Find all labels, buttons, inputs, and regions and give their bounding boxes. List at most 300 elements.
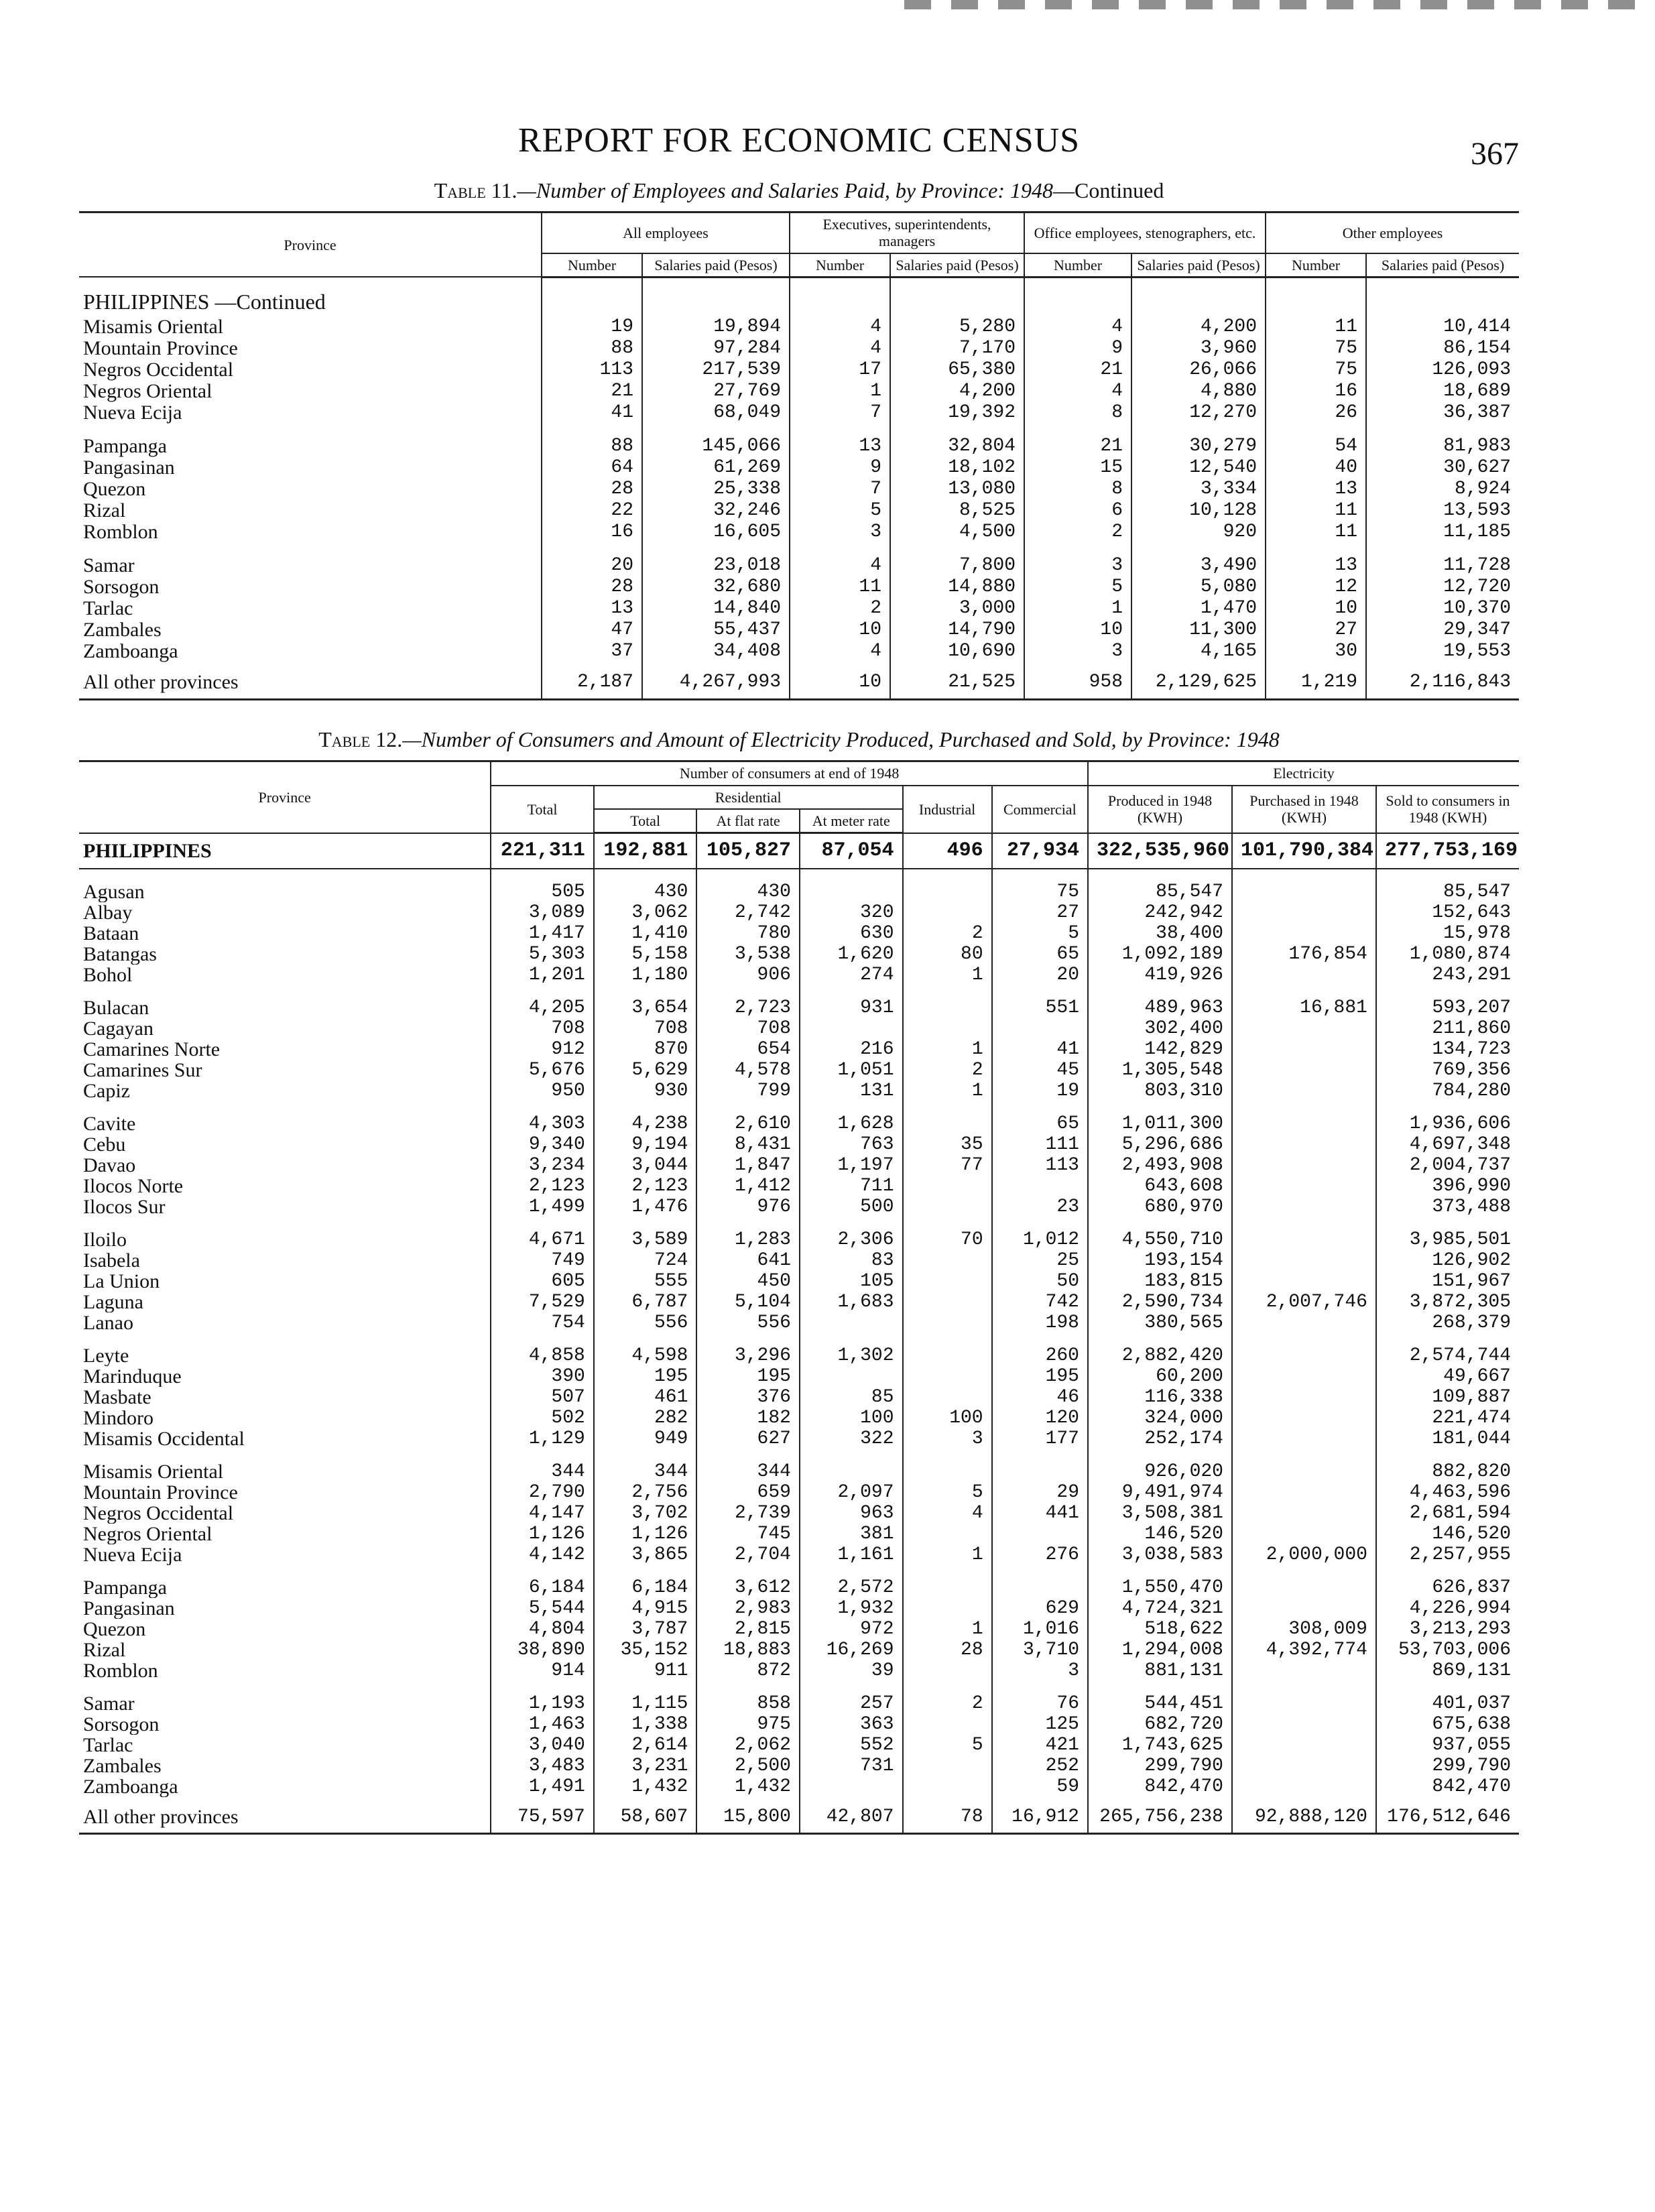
cell-value: 1,080,874 [1376, 944, 1519, 965]
cell-value: 2,000,000 [1232, 1544, 1376, 1565]
cell-value: 2,493,908 [1088, 1155, 1232, 1176]
cell-value: 4,463,596 [1376, 1482, 1519, 1503]
province-name: Mountain Province [83, 338, 238, 360]
cell-value: 146,520 [1376, 1524, 1519, 1544]
cell-value [992, 1524, 1088, 1544]
cell-value: 70 [903, 1217, 992, 1250]
cell-value: 21,525 [890, 662, 1024, 700]
cell-value: 6,184 [491, 1565, 594, 1598]
cell-value [1232, 1565, 1376, 1598]
province-name: Bulacan [83, 997, 149, 1019]
cell-value: 1,201 [491, 965, 594, 985]
residential-group-header: Residential [594, 786, 903, 809]
cell-value [1232, 1714, 1376, 1735]
cell-value: 4,238 [594, 1101, 697, 1134]
cell-value: 77 [903, 1155, 992, 1176]
province-name: Iloilo [83, 1229, 127, 1251]
cell-value: 1,016 [992, 1619, 1088, 1640]
cell-value: 605 [491, 1271, 594, 1292]
cell-value [903, 1756, 992, 1776]
col-number-header: Number [1266, 253, 1366, 278]
cell-value: 930 [594, 1081, 697, 1101]
province-name: Cebu [83, 1134, 126, 1156]
cell-value [1232, 1134, 1376, 1155]
table12 [79, 760, 1519, 1835]
cell-value: 3,234 [491, 1155, 594, 1176]
cell-value: 754 [491, 1312, 594, 1333]
cell-value: 9 [1024, 338, 1131, 359]
province-name: Leyte [83, 1345, 129, 1367]
cell-value: 38,400 [1088, 923, 1232, 944]
cell-value [992, 1018, 1088, 1039]
cell-value: 32,804 [890, 424, 1024, 457]
cell-value: 37 [542, 641, 642, 662]
table11-group-header: All employees [542, 212, 790, 253]
cell-value: 17 [790, 359, 890, 381]
cell-value: 8 [1024, 479, 1131, 500]
cell-value: 4,598 [594, 1333, 697, 1366]
cell-value: 629 [992, 1598, 1088, 1619]
cell-value [1232, 1428, 1376, 1449]
cell-value: 2,983 [696, 1598, 800, 1619]
cell-value: 419,926 [1088, 965, 1232, 985]
cell-value: 2 [903, 1060, 992, 1081]
province-name: Lanao [83, 1312, 133, 1334]
table-row [79, 1482, 1519, 1503]
cell-value: 3,000 [890, 598, 1024, 619]
cell-value: 12 [1266, 576, 1366, 598]
cell-value: 4,200 [1131, 316, 1266, 338]
cell-value: 502 [491, 1408, 594, 1428]
cell-value: 711 [800, 1176, 903, 1196]
table11-group-header: Executives, superintendents, managers [790, 212, 1024, 253]
cell-value: 10 [1266, 598, 1366, 619]
cell-value: 373,488 [1376, 1196, 1519, 1217]
cell-value: 3,872,305 [1376, 1292, 1519, 1312]
cell-value: 3,654 [594, 985, 697, 1018]
cell-value: 13,593 [1366, 500, 1519, 521]
cell-value: 963 [800, 1503, 903, 1524]
cell-value: 1,550,470 [1088, 1565, 1232, 1598]
cell-value: 25,338 [642, 479, 790, 500]
cell-value: 217,539 [642, 359, 790, 381]
cell-value: 221,474 [1376, 1408, 1519, 1428]
cell-value: 195 [696, 1366, 800, 1387]
cell-value: 461 [594, 1387, 697, 1408]
cell-value: 682,720 [1088, 1714, 1232, 1735]
cell-value [800, 1366, 903, 1387]
cell-value: 4,303 [491, 1101, 594, 1134]
cell-value: 4 [903, 1503, 992, 1524]
table-row [79, 1756, 1519, 1776]
cell-value: 126,902 [1376, 1250, 1519, 1271]
cell-value: 3 [790, 521, 890, 543]
cell-value: 4 [790, 338, 890, 359]
cell-value: 65 [992, 1101, 1088, 1134]
province-name: Laguna [83, 1292, 143, 1313]
cell-value: 10 [1024, 619, 1131, 641]
cell-value [1232, 1312, 1376, 1333]
cell-value: 75,597 [491, 1797, 594, 1834]
table-row [79, 965, 1519, 985]
cell-value: 544,451 [1088, 1681, 1232, 1714]
cell-value: 322,535,960 [1088, 833, 1232, 869]
table-row [79, 1312, 1519, 1333]
province-name: Nueva Ecija [83, 402, 182, 424]
cell-value: 242,942 [1088, 902, 1232, 923]
col-number-header: Number [1024, 253, 1131, 278]
cell-value: 7,529 [491, 1292, 594, 1312]
cell-value: 3,589 [594, 1217, 697, 1250]
cell-value: 376 [696, 1387, 800, 1408]
cell-value: 59 [992, 1776, 1088, 1797]
cell-value: 2,610 [696, 1101, 800, 1134]
cell-value: 27,769 [642, 381, 790, 402]
cell-value: 92,888,120 [1232, 1797, 1376, 1834]
cell-value: 41 [542, 402, 642, 424]
cell-value: 1,491 [491, 1776, 594, 1797]
cell-value: 556 [696, 1312, 800, 1333]
cell-value: 641 [696, 1250, 800, 1271]
cell-value: 268,379 [1376, 1312, 1519, 1333]
cell-value [1232, 1271, 1376, 1292]
cell-value: 113 [542, 359, 642, 381]
cell-value: 4 [790, 641, 890, 662]
col-flat-rate-header: At flat rate [696, 809, 800, 833]
province-name: Misamis Occidental [83, 1428, 245, 1450]
cell-value: 870 [594, 1039, 697, 1060]
province-name: Bohol [83, 965, 133, 986]
cell-value: 29,347 [1366, 619, 1519, 641]
province-name: Samar [83, 1693, 135, 1715]
cell-value: 55,437 [642, 619, 790, 641]
cell-value: 1,683 [800, 1292, 903, 1312]
cell-value: 277,753,169 [1376, 833, 1519, 869]
cell-value: 126,093 [1366, 359, 1519, 381]
cell-value: 3,089 [491, 902, 594, 923]
cell-value: 2,882,420 [1088, 1333, 1232, 1366]
cell-value: 10,128 [1131, 500, 1266, 521]
cell-value: 344 [696, 1449, 800, 1482]
cell-value: 1 [1024, 598, 1131, 619]
cell-value: 842,470 [1376, 1776, 1519, 1797]
cell-value: 724 [594, 1250, 697, 1271]
cell-value: 430 [696, 869, 800, 902]
cell-value: 2,257,955 [1376, 1544, 1519, 1565]
cell-value: 344 [491, 1449, 594, 1482]
cell-value: 20 [542, 543, 642, 576]
col-sold-header: Sold to consumers in 1948 (KWH) [1376, 786, 1519, 833]
cell-value: 97,284 [642, 338, 790, 359]
cell-value [1232, 1449, 1376, 1482]
cell-value: 27 [1266, 619, 1366, 641]
cell-value: 120 [992, 1408, 1088, 1428]
table-row [79, 1503, 1519, 1524]
cell-value: 10 [790, 619, 890, 641]
table12-body [79, 833, 1519, 1834]
cell-value: 2 [903, 1681, 992, 1714]
cell-value: 1 [903, 1081, 992, 1101]
consumers-group-header: Number of consumers at end of 1948 [491, 761, 1088, 786]
cell-value: 1 [903, 965, 992, 985]
cell-value: 872 [696, 1660, 800, 1681]
cell-value: 3 [1024, 543, 1131, 576]
table-row [79, 457, 1519, 479]
cell-value: 75 [992, 869, 1088, 902]
province-name: Rizal [83, 1640, 126, 1661]
cell-value: 324,000 [1088, 1408, 1232, 1428]
table11-body [79, 277, 1519, 700]
cell-value: 28 [542, 479, 642, 500]
cell-value: 10,690 [890, 641, 1024, 662]
cell-value: 3,213,293 [1376, 1619, 1519, 1640]
cell-value: 2,574,744 [1376, 1333, 1519, 1366]
province-name: Romblon [83, 521, 158, 544]
cell-value: 937,055 [1376, 1735, 1519, 1756]
cell-value: 41 [992, 1039, 1088, 1060]
cell-value: 5,676 [491, 1060, 594, 1081]
cell-value: 21 [1024, 424, 1131, 457]
cell-value: 182 [696, 1408, 800, 1428]
cell-value: 1,432 [594, 1776, 697, 1797]
electricity-group-header: Electricity [1088, 761, 1519, 786]
cell-value [903, 1018, 992, 1039]
province-name: Camarines Sur [83, 1060, 202, 1081]
cell-value: 81,983 [1366, 424, 1519, 457]
table11-province-header: Province [79, 212, 542, 278]
col-salaries-header: Salaries paid (Pesos) [890, 253, 1024, 278]
province-name: Albay [83, 902, 133, 924]
cell-value: 11 [1266, 521, 1366, 543]
cell-value: 14,790 [890, 619, 1024, 641]
cell-value [1232, 1060, 1376, 1081]
cell-value: 15,978 [1376, 923, 1519, 944]
cell-value: 176,512,646 [1376, 1797, 1519, 1834]
cell-value: 14,840 [642, 598, 790, 619]
cell-value: 12,720 [1366, 576, 1519, 598]
cell-value [1232, 1333, 1376, 1366]
cell-value: 659 [696, 1482, 800, 1503]
cell-value: 111 [992, 1134, 1088, 1155]
cell-value: 1,012 [992, 1217, 1088, 1250]
table-row [79, 923, 1519, 944]
col-meter-rate-header: At meter rate [800, 809, 903, 833]
cell-value: 26,066 [1131, 359, 1266, 381]
cell-value: 19,392 [890, 402, 1024, 424]
cell-value: 1 [903, 1544, 992, 1565]
cell-value: 198 [992, 1312, 1088, 1333]
cell-value: 926,020 [1088, 1449, 1232, 1482]
cell-value: 27,934 [992, 833, 1088, 869]
cell-value [1232, 1408, 1376, 1428]
cell-value: 3,231 [594, 1756, 697, 1776]
province-name: Cagayan [83, 1018, 154, 1040]
cell-value: 3,538 [696, 944, 800, 965]
cell-value: 2,704 [696, 1544, 800, 1565]
table-row [79, 1714, 1519, 1735]
cell-value: 450 [696, 1271, 800, 1292]
cell-value: 4,226,994 [1376, 1598, 1519, 1619]
cell-value: 101,790,384 [1232, 833, 1376, 869]
cell-value: 32,680 [642, 576, 790, 598]
cell-value: 88 [542, 338, 642, 359]
cell-value: 87,054 [800, 833, 903, 869]
cell-value: 4,915 [594, 1598, 697, 1619]
cell-value: 551 [992, 985, 1088, 1018]
cell-value: 12,540 [1131, 457, 1266, 479]
cell-value: 5 [903, 1735, 992, 1756]
cell-value [1232, 902, 1376, 923]
province-name: Negros Oriental [83, 381, 212, 403]
cell-value: 3 [1024, 641, 1131, 662]
cell-value: 276 [992, 1544, 1088, 1565]
table11-group-header: Other employees [1266, 212, 1519, 253]
cell-value: 5 [903, 1482, 992, 1503]
cell-value: 1,011,300 [1088, 1101, 1232, 1134]
cell-value: 18,689 [1366, 381, 1519, 402]
cell-value: 257 [800, 1681, 903, 1714]
cell-value: 16 [542, 521, 642, 543]
table-row [79, 1640, 1519, 1660]
table-row [79, 1250, 1519, 1271]
cell-value: 4,671 [491, 1217, 594, 1250]
cell-value: 2,129,625 [1131, 662, 1266, 700]
running-title: REPORT FOR ECONOMIC CENSUS [517, 121, 1081, 160]
cell-value: 1 [790, 381, 890, 402]
table-row [79, 543, 1519, 576]
cell-value: 1,499 [491, 1196, 594, 1217]
cell-value: 2,739 [696, 1503, 800, 1524]
cell-value [1232, 1660, 1376, 1681]
cell-value [1232, 1524, 1376, 1544]
cell-value: 27 [992, 902, 1088, 923]
cell-value: 5 [992, 923, 1088, 944]
cell-value: 5,544 [491, 1598, 594, 1619]
cell-value: 65,380 [890, 359, 1024, 381]
cell-value: 556 [594, 1312, 697, 1333]
cell-value: 4,165 [1131, 641, 1266, 662]
cell-value: 152,643 [1376, 902, 1519, 923]
cell-value: 113 [992, 1155, 1088, 1176]
cell-value: 100 [903, 1408, 992, 1428]
cell-value [903, 1598, 992, 1619]
cell-value: 14,880 [890, 576, 1024, 598]
cell-value: 25 [992, 1250, 1088, 1271]
cell-value: 3,702 [594, 1503, 697, 1524]
cell-value: 265,756,238 [1088, 1797, 1232, 1834]
cell-value: 381 [800, 1524, 903, 1544]
cell-value: 2 [1024, 521, 1131, 543]
province-name: Pampanga [83, 435, 167, 458]
cell-value: 3,960 [1131, 338, 1266, 359]
province-name: Bataan [83, 923, 139, 944]
cell-value: 42,807 [800, 1797, 903, 1834]
cell-value [1232, 1482, 1376, 1503]
province-name: Ilocos Norte [83, 1176, 184, 1197]
province-name: Pangasinan [83, 457, 175, 479]
cell-value: 19,553 [1366, 641, 1519, 662]
col-number-header: Number [542, 253, 642, 278]
cell-value: 58,607 [594, 1797, 697, 1834]
cell-value [903, 1271, 992, 1292]
cell-value: 2,306 [800, 1217, 903, 1250]
cell-value: 252 [992, 1756, 1088, 1776]
table-row [79, 359, 1519, 381]
cell-value: 192,881 [594, 833, 697, 869]
cell-value: 708 [491, 1018, 594, 1039]
cell-value: 2,123 [491, 1176, 594, 1196]
cell-value: 7,800 [890, 543, 1024, 576]
province-name: Ilocos Sur [83, 1196, 166, 1218]
cell-value: 5 [1024, 576, 1131, 598]
cell-value: 243,291 [1376, 965, 1519, 985]
cell-value: 4,205 [491, 985, 594, 1018]
cell-value [903, 1524, 992, 1544]
province-name: Mountain Province [83, 1482, 238, 1503]
cell-value: 85 [800, 1387, 903, 1408]
table-row [79, 1544, 1519, 1565]
cell-value: 803,310 [1088, 1081, 1232, 1101]
cell-value: 911 [594, 1660, 697, 1681]
cell-value [800, 869, 903, 902]
cell-value: 2,097 [800, 1482, 903, 1503]
table-row [79, 641, 1519, 662]
table12-province-header: Province [79, 761, 491, 833]
cell-value: 181,044 [1376, 1428, 1519, 1449]
cell-value: 8,924 [1366, 479, 1519, 500]
table-row [79, 402, 1519, 424]
table-row [79, 424, 1519, 457]
cell-value: 505 [491, 869, 594, 902]
cell-value: 1,432 [696, 1776, 800, 1797]
table-row [79, 1797, 1519, 1834]
cell-value [903, 1366, 992, 1387]
cell-value: 2,614 [594, 1735, 697, 1756]
table-row [79, 1565, 1519, 1598]
cell-value: 302,400 [1088, 1018, 1232, 1039]
province-name: Negros Occidental [83, 359, 234, 381]
province-name: Negros Occidental [83, 1503, 234, 1524]
col-commercial-header: Commercial [992, 786, 1088, 833]
cell-value: 76 [992, 1681, 1088, 1714]
cell-value: 680,970 [1088, 1196, 1232, 1217]
cell-value: 83 [800, 1250, 903, 1271]
cell-value: 1,628 [800, 1101, 903, 1134]
cell-value [1232, 1503, 1376, 1524]
table-row [79, 1155, 1519, 1176]
cell-value: 100 [800, 1408, 903, 1428]
cell-value: 195 [992, 1366, 1088, 1387]
province-name: Davao [83, 1155, 136, 1176]
cell-value: 5,158 [594, 944, 697, 965]
table-row [79, 1176, 1519, 1196]
cell-value: 958 [1024, 662, 1131, 700]
cell-value: 3,508,381 [1088, 1503, 1232, 1524]
cell-value: 11 [1266, 316, 1366, 338]
cell-value: 3,483 [491, 1756, 594, 1776]
cell-value: 3,985,501 [1376, 1217, 1519, 1250]
cell-value: 430 [594, 869, 697, 902]
table-row [79, 500, 1519, 521]
table-row [79, 1598, 1519, 1619]
table-row [79, 1060, 1519, 1081]
col-industrial-header: Industrial [903, 786, 992, 833]
cell-value: 2,790 [491, 1482, 594, 1503]
cell-value [1232, 1101, 1376, 1134]
cell-value: 16,269 [800, 1640, 903, 1660]
cell-value [1232, 1598, 1376, 1619]
cell-value [800, 1776, 903, 1797]
